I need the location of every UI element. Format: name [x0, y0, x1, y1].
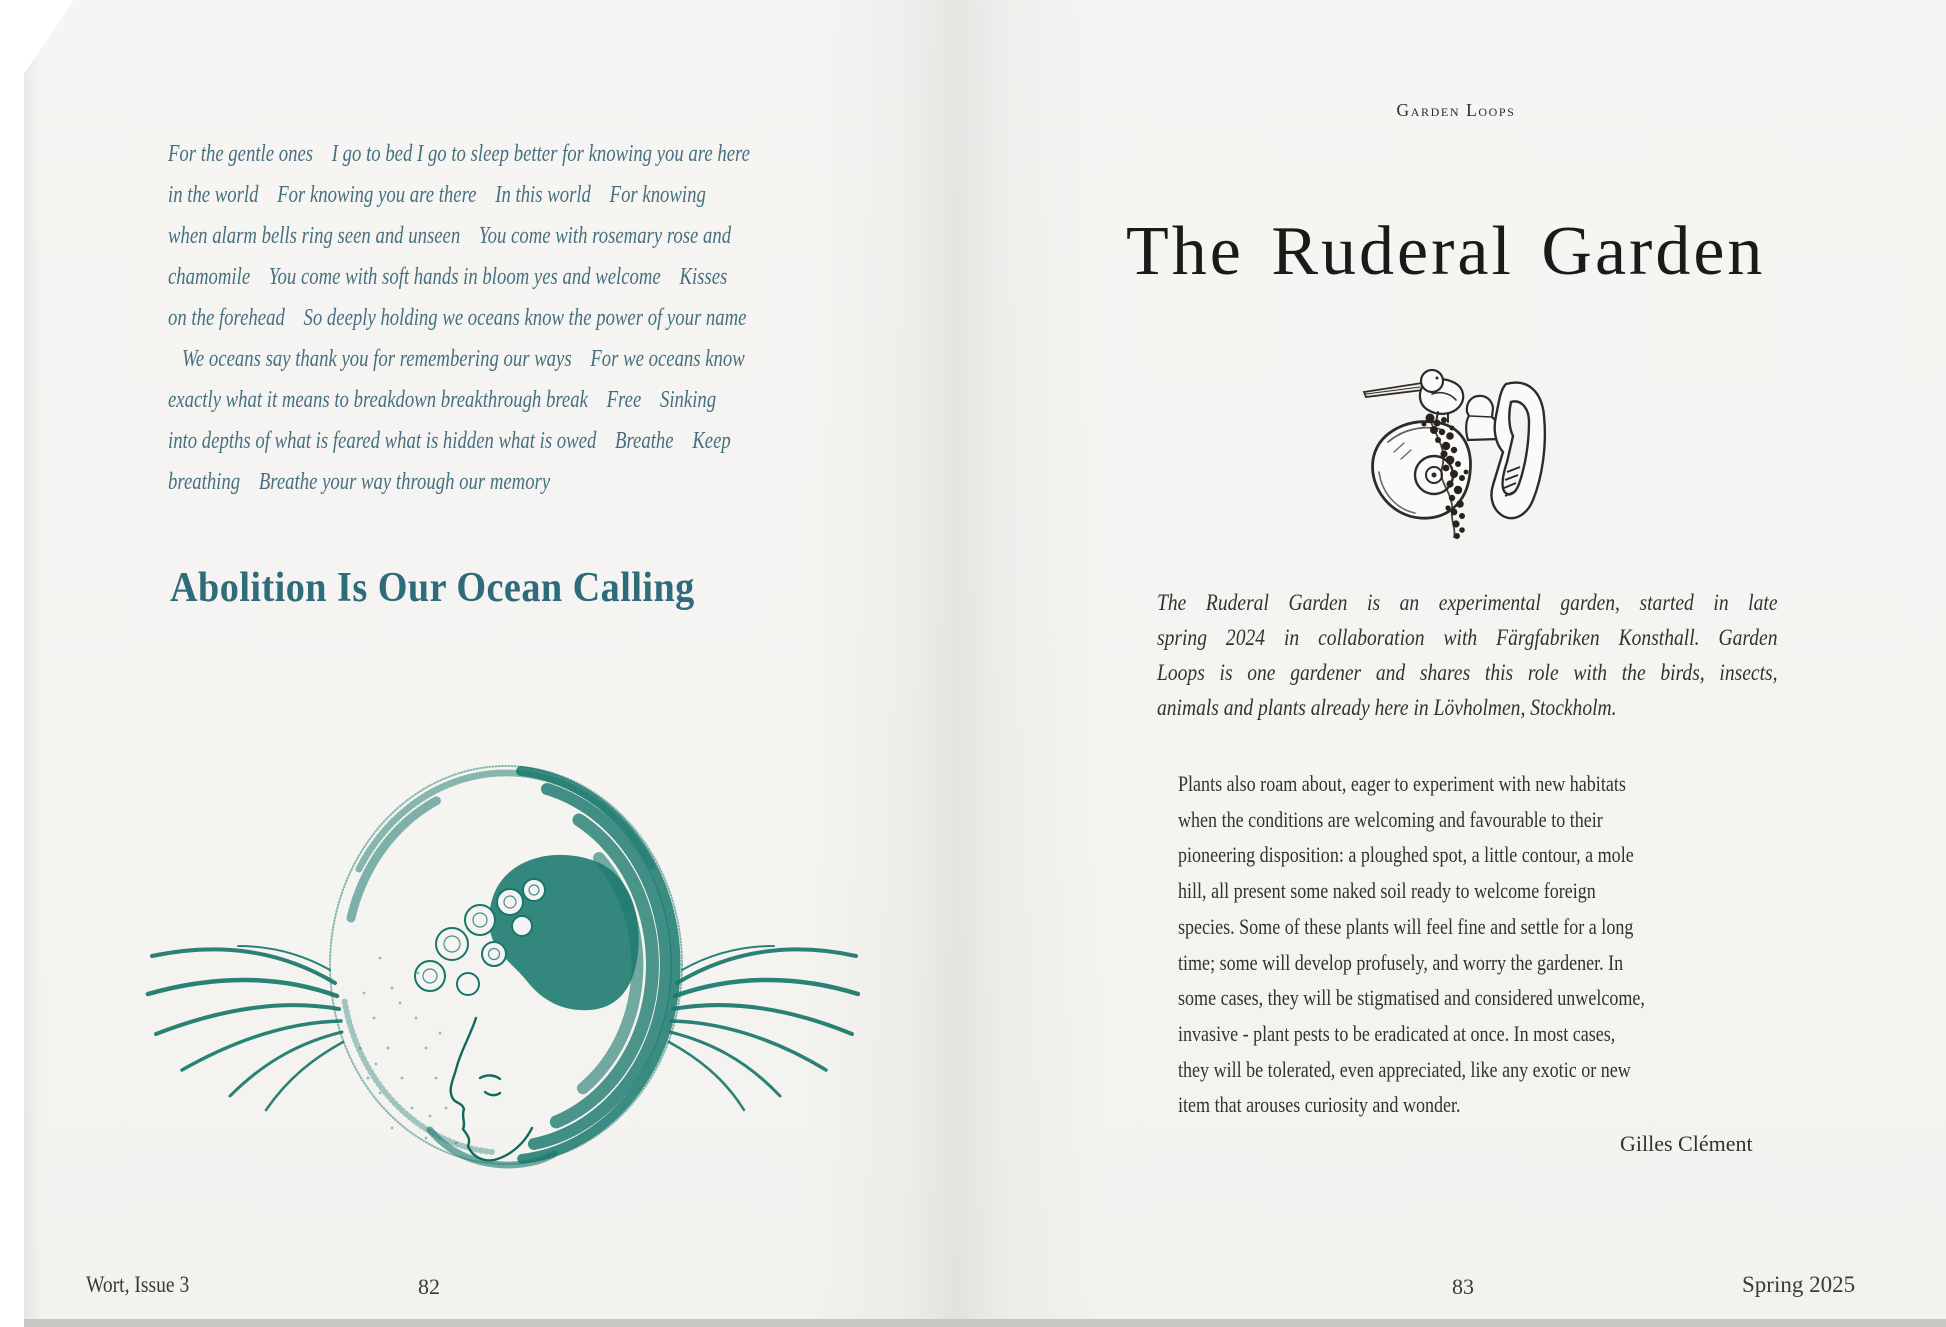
face-profile [451, 1018, 532, 1160]
section-kicker: Garden Loops [1396, 100, 1516, 120]
bird-eye [1436, 377, 1439, 380]
hair-shadow [489, 855, 639, 1010]
page-number-left: 82 [418, 1274, 440, 1299]
moon-face-illustration [130, 748, 860, 1173]
article-intro: The Ruderal Garden is an experimental garden, started in late spring 2024 in collaboration with Färgfabriken Konsthall. Garden Loops is one gardener and shares this role with the birds, insects, animals and plants already here in Lövholmen, Stockholm. [1157, 590, 1778, 720]
article-title: The Ruderal Garden [1126, 213, 1766, 290]
right-wing [669, 946, 858, 1110]
bird [1364, 370, 1463, 422]
page-number-right: 83 [1452, 1274, 1474, 1299]
quote-attribution: Gilles Clément [1620, 1131, 1753, 1156]
poem-title: Abolition Is Our Ocean Calling [170, 565, 695, 611]
saw-handle [1491, 383, 1544, 519]
season-footer: Spring 2025 [1742, 1272, 1856, 1297]
bird-head [1421, 370, 1443, 392]
bird-chainsaw-illustration [1358, 360, 1553, 540]
paper-left-edge-shadow [24, 0, 42, 1319]
publication-footer: Wort, Issue 3 [86, 1272, 190, 1297]
article-body: Plants also roam about, eager to experiment with new habitats when the conditions are welcoming and favourable to their pioneering disposition: a ploughed spot, a little contour, a mole hill, all present some naked soil ready to welcome foreign species. Some of these plants will feel fine and settle for a long time; some will develop profusely, and worry the gardener. In some cases, they will be stigmatised and considered unwelcome, invasive - plant pests to be eradicated at once. In most cases, they will be tolerated, even appreciated, like any exotic or new item that arouses curiosity and wonder. [1178, 771, 1645, 1118]
poem-text: For the gentle ones I go to bed I go to sleep better for knowing you are here in the world For knowing you are there In this world For knowing when alarm bells ring seen and unseen You come with rosemary rose and chamomile You come with soft hands in bloom yes and welcome Kisses on the forehead So deeply holding we oceans know the power of your name We oceans say thank you for remembering our ways For we oceans know exactly what it means to breakdown breakthrough break Free Sinking into depths of what is feared what is hidden what is owed Breathe Keep breathing Breathe your way through our memory [168, 141, 750, 495]
left-wing [148, 946, 343, 1110]
page-bottom-edge [24, 1319, 1946, 1327]
